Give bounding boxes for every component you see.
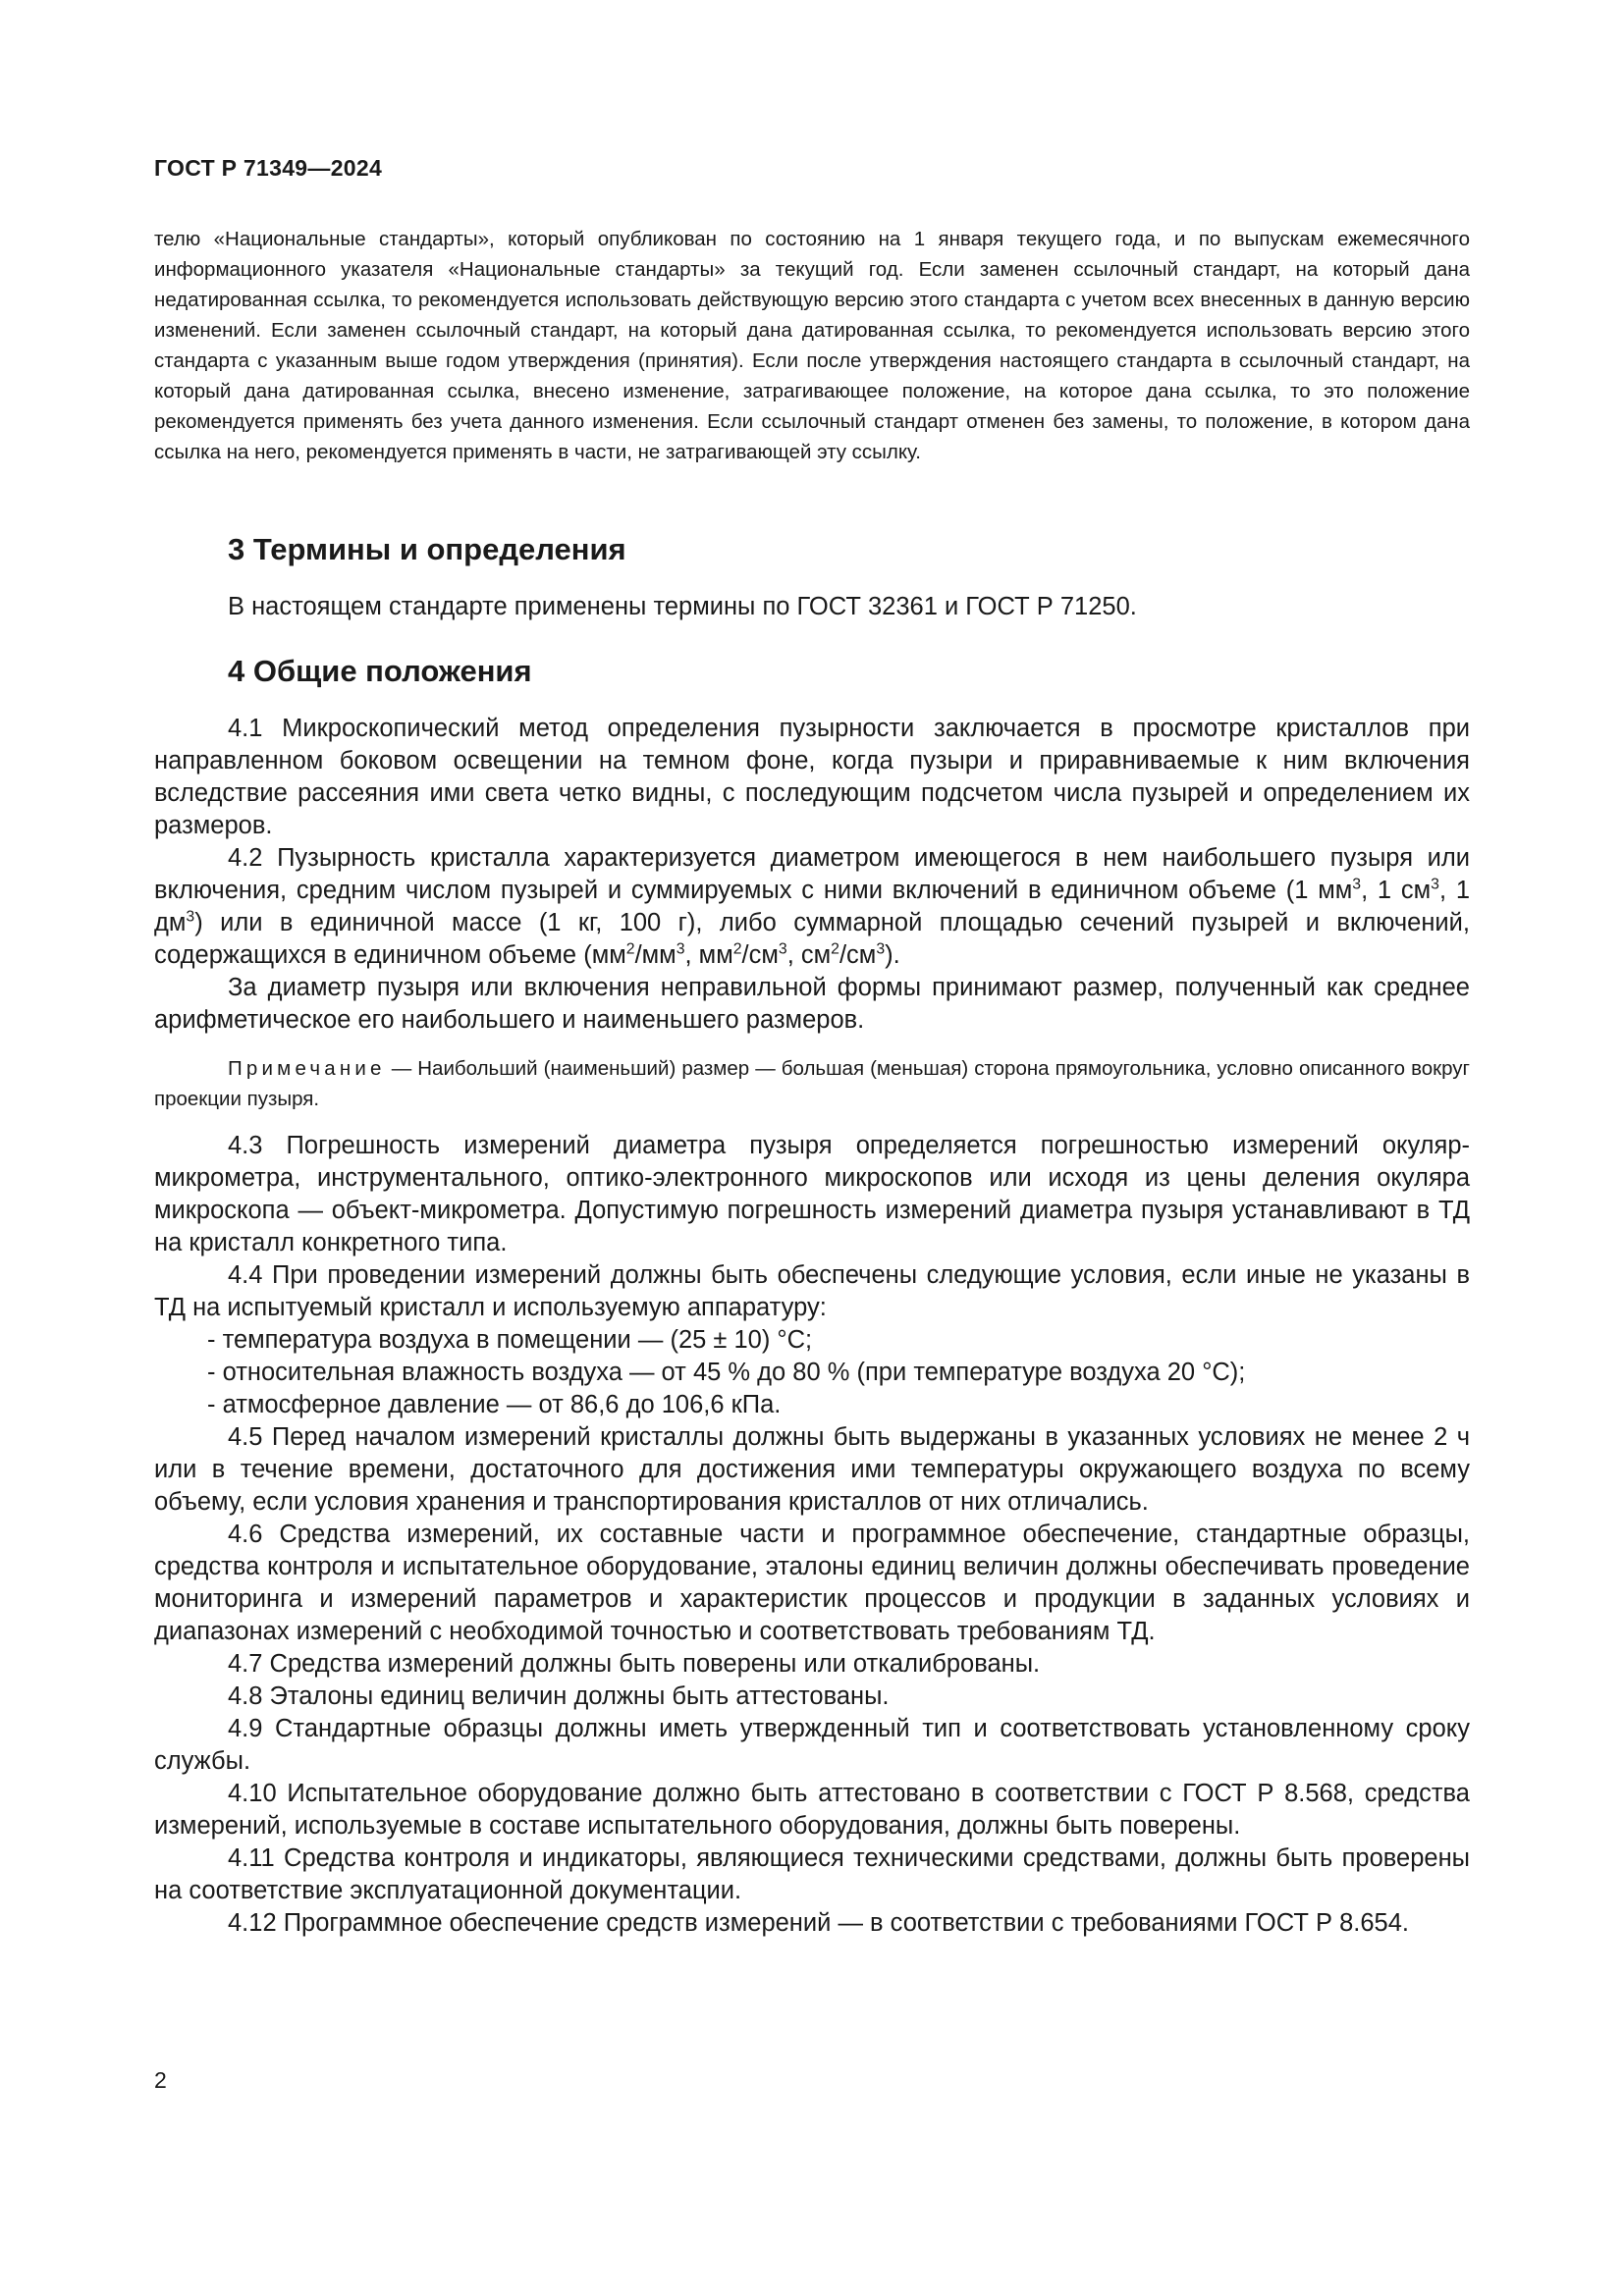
page-number: 2 [154,2067,167,2093]
section-4-title: 4 Общие положения [228,654,532,688]
clause-4-6: 4.6 Средства измерений, их составные части и программное обеспечение, стандартные образцы, средства контроля и испытательное оборудование, эталоны единиц величин должны обеспечивать проведение мониторинга и измерений параметров и характеристик процессов и продукции в заданных условиях и диапазонах измерений с необходимой точностью и соответствовать требованиям ТД. [154,1521,1470,1645]
clause-4-5: 4.5 Перед началом измерений кристаллы должны быть выдержаны в указанных условиях не менее 2 ч или в течение времени, достаточного для достижения ими температуры окружающего воздуха по всему объему, если условия хранения и транспортирования кристаллов от них отличались. [154,1423,1470,1516]
main-content [154,530,1470,1940]
clause-4-4: 4.4 При проведении измерений должны быть обеспечены следующие условия, если иные не указаны в ТД на испытуемый кристалл и используемую аппаратуру: [154,1261,1470,1321]
clause-4-9: 4.9 Стандартные образцы должны иметь утвержденный тип и соответствовать установленному сроку службы. [154,1715,1470,1775]
clause-4-10: 4.10 Испытательное оборудование должно быть аттестовано в соответствии с ГОСТ Р 8.568, средства измерений, используемые в составе испытательного оборудования, должны быть поверены. [154,1780,1470,1840]
clause-4-3: 4.3 Погрешность измерений диаметра пузыря определяется погрешностью измерений окуляр-микрометра, инструментального, оптико-электронного микроскопов или исходя из цены деления окуляра микроскопа — объект-микрометра. Допустимую погрешность измерений диаметра пузыря устанавливают в ТД на кристалл конкретного типа. [154,1132,1470,1256]
clause-4-12: 4.12 Программное обеспечение средств измерений — в соответствии с требованиями ГОСТ Р 8.654. [228,1909,1409,1937]
clause-4-11: 4.11 Средства контроля и индикаторы, являющиеся техническими средствами, должны быть проверены на соответствие эксплуатационной документации. [154,1844,1470,1904]
section-3-text: В настоящем стандарте применены термины по ГОСТ 32361 и ГОСТ Р 71250. [228,593,1137,620]
clause-4-2-diameter: За диаметр пузыря или включения неправильной формы принимают размер, полученный как среднее арифметическое его наибольшего и наименьшего размеров. [154,974,1470,1034]
note-text: — Наибольший (наименьший) размер — большая (меньшая) сторона прямоугольника, условно описанного вокруг проекции пузыря. [154,1057,1470,1110]
continuation-paragraph: телю «Национальные стандарты», который опубликован по состоянию на 1 января текущего года, и по выпускам ежемесячного информационного указателя «Национальные стандарты» за текущий год. Если заменен ссылочный стандарт, на который дана недатированная ссылка, то рекомендуется использовать действующую версию этого стандарта с учетом всех внесенных в данную версию изменений. Если заменен ссылочный стандарт, на который дана датированная ссылка, то рекомендуется использовать версию этого стандарта с указанным выше годом утверждения (принятия). Если после утверждения настоящего стандарта в ссылочный стандарт, на который дана датированная ссылка, внесено изменение, затрагивающее положение, на которое дана ссылка, то это положение рекомендуется применять без учета данного изменения. Если ссылочный стандарт отменен без замены, то положение, в котором дана ссылка на него, рекомендуется применять в части, не затрагивающей эту ссылку. [154,228,1470,463]
condition-item: - относительная влажность воздуха — от 45 % до 80 % (при температуре воздуха 20 °С); [207,1359,1246,1386]
clause-4-7: 4.7 Средства измерений должны быть поверены или откалиброваны. [228,1650,1041,1678]
clause-4-8: 4.8 Эталоны единиц величин должны быть аттестованы. [228,1682,890,1710]
clause-4-1: 4.1 Микроскопический метод определения пузырности заключается в просмотре кристаллов при направленном боковом освещении на темном фоне, когда пузыри и приравниваемые к ним включения вследствие рассеяния ими света четко видны, с последующим подсчетом числа пузырей и определением их размеров. [154,715,1470,839]
clause-4-2: 4.2 Пузырность кристалла характеризуется диаметром имеющегося в нем наибольшего пузыря или включения, средним числом пузырей и суммируемых с ними включений в единичном объеме (1 $мм^3$, 1 $см^3$, 1 $дм^3$) или в единичной массе (1 кг, 100 г), либо суммарной площадью сечений пузырей и включений, содержащихся в единичном объеме ($мм^2/мм^3$, $мм^2/см^3$, $см^2/см^3$). [154,844,1471,969]
document-header: ГОСТ Р 71349—2024 [154,155,383,181]
condition-item: - атмосферное давление — от 86,6 до 106,6 кПа. [207,1391,782,1418]
condition-item: - температура воздуха в помещении — (25 ± 10) °С; [207,1326,813,1354]
note-label: Примечание [228,1057,386,1080]
section-3-title: 3 Термины и определения [228,532,626,566]
note [154,1053,1470,1114]
